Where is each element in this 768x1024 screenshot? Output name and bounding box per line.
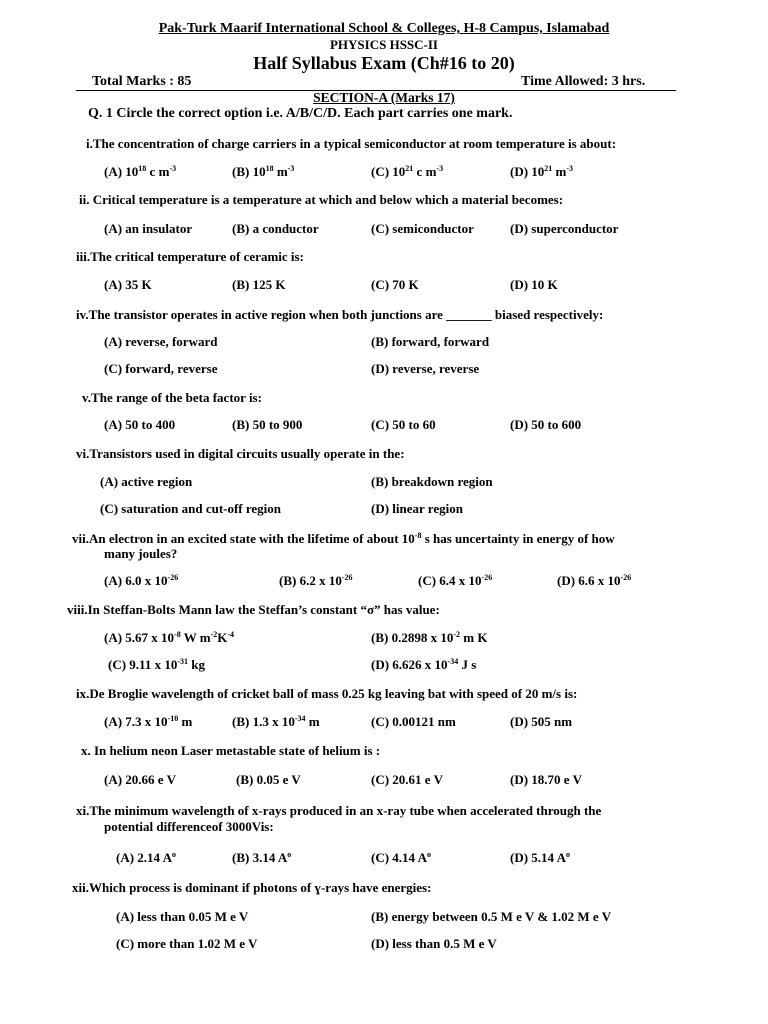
- question-text: The concentration of charge carriers in a typical semiconductor at room temperature is about:: [92, 136, 617, 151]
- option-d: (D) 6.626 x $10^{-34}$ J s: [371, 657, 477, 672]
- subject-title: PHYSICS HSSC-II: [329, 37, 438, 52]
- option-c: (C) semiconductor: [371, 221, 474, 236]
- option-b: (B) 125 K: [232, 277, 286, 292]
- option-a: (A) $10^{18}$ c $m^{-3}$: [104, 164, 177, 179]
- option-c: (C) 0.00121 nm: [371, 714, 456, 729]
- section-heading: SECTION-A (Marks 17): [313, 90, 455, 105]
- option-b: (B) a conductor: [232, 221, 319, 236]
- question-text: In Steffan-Bolts Mann law the Steffan’s constant “σ” has value:: [87, 602, 440, 617]
- question-number: ix.: [76, 686, 90, 701]
- option-a: (A) 50 to 400: [104, 417, 176, 432]
- option-a: (A) 20.66 e V: [104, 772, 176, 787]
- exam-title: Half Syllabus Exam (Ch#16 to 20): [253, 53, 515, 73]
- option-a: (A) an insulator: [104, 221, 193, 236]
- question-text: The minimum wavelength of x-rays produced in an x-ray tube when accelerated through the: [89, 803, 602, 818]
- option-a: (A) active region: [100, 474, 193, 489]
- option-d: (D) superconductor: [510, 221, 619, 236]
- question-number: ii.: [79, 192, 90, 207]
- question-5: [82, 390, 262, 406]
- question-11: [76, 803, 601, 819]
- question-number: vi.: [76, 446, 90, 461]
- question-number: i.: [86, 136, 93, 151]
- question-3: [76, 249, 304, 265]
- question-text: Which process is dominant if photons of ɣ-rays have energies:: [88, 880, 432, 895]
- question-text: De Broglie wavelength of cricket ball of mass 0.25 kg leaving bat with speed of 20 m/s is:: [89, 686, 578, 701]
- option-b: (B) breakdown region: [371, 474, 493, 489]
- option-c: (C) saturation and cut-off region: [100, 501, 282, 516]
- question-text: The transistor operates in active region when both junctions are _______ biased respectively:: [88, 307, 604, 322]
- time-allowed: Time Allowed: 3 hrs.: [521, 74, 646, 89]
- option-b: (B) 0.2898 x $10^{-2}$ m K: [371, 630, 488, 645]
- option-c: (C) 50 to 60: [371, 417, 436, 432]
- option-a: (A) less than 0.05 M e V: [116, 909, 249, 924]
- question-number: iv.: [76, 307, 89, 322]
- question-number: v.: [82, 390, 92, 405]
- question-10: [81, 743, 380, 759]
- question-2: [79, 192, 563, 208]
- option-c: (C) 9.11 x $10^{-31}$ kg: [108, 657, 205, 672]
- option-d: (D) 6.6 x $10^{-26}$: [557, 573, 632, 588]
- option-c: (C) 6.4 x $10^{-26}$: [418, 573, 493, 588]
- question-number: x.: [81, 743, 91, 758]
- option-a: (A) 2.14 $A^o$: [116, 850, 176, 865]
- option-b: (B) $10^{18}$ $m^{-3}$: [232, 164, 295, 179]
- option-d: (D) 10 K: [510, 277, 558, 292]
- question-7-line2: many joules?: [104, 546, 178, 561]
- question-number: iii.: [76, 249, 91, 264]
- question-text: The critical temperature of ceramic is:: [90, 249, 304, 264]
- question-12: [72, 880, 431, 896]
- option-d: (D) 5.14 $A^o$: [510, 850, 570, 865]
- question-6: [76, 446, 405, 462]
- question-number: xii.: [72, 880, 89, 895]
- question-number: viii.: [67, 602, 88, 617]
- question-text: Transistors used in digital circuits usually operate in the:: [89, 446, 405, 461]
- option-a: (A) 7.3 x $10^{-10}$ m: [104, 714, 193, 729]
- option-d: (D) 18.70 e V: [510, 772, 582, 787]
- option-d: (D) reverse, reverse: [371, 361, 480, 376]
- option-a: (A) reverse, forward: [104, 334, 218, 349]
- option-c: (C) more than 1.02 M e V: [116, 936, 258, 951]
- question-4: [76, 307, 603, 323]
- question-text: Critical temperature is a temperature at which and below which a material becomes:: [89, 192, 564, 207]
- question-text: In helium neon Laser metastable state of helium is :: [90, 743, 381, 758]
- option-b: (B) energy between 0.5 M e V & 1.02 M e V: [371, 909, 612, 924]
- option-b: (B) 0.05 e V: [236, 772, 301, 787]
- option-d: (D) 50 to 600: [510, 417, 582, 432]
- instruction: Q. 1 Circle the correct option i.e. A/B/C/D. Each part carries one mark.: [88, 106, 513, 121]
- question-8: [67, 602, 440, 618]
- option-b: (B) 50 to 900: [232, 417, 303, 432]
- option-b: (B) forward, forward: [371, 334, 490, 349]
- question-text: The range of the beta factor is:: [91, 390, 262, 405]
- option-c: (C) 4.14 $A^o$: [371, 850, 431, 865]
- question-7: vii.An electron in an excited state with the lifetime of about $10^{-8}$ s has uncertainty in energy of how: [72, 531, 615, 546]
- school-name: Pak-Turk Maarif International School & Colleges, H-8 Campus, Islamabad: [158, 21, 610, 36]
- question-11-line2: potential differenceof 3000Vis:: [104, 819, 274, 834]
- question-number: xi.: [76, 803, 90, 818]
- question-1: [86, 136, 616, 152]
- option-d: (D) linear region: [371, 501, 463, 516]
- option-a: (A) 6.0 x $10^{-26}$: [104, 573, 179, 588]
- option-a: (A) 5.67 x $10^{-8}$ W $m^{-2}K^{-4}$: [104, 630, 235, 645]
- option-c: (C) 70 K: [371, 277, 419, 292]
- option-c: (C) 20.61 e V: [371, 772, 443, 787]
- option-d: (D) $10^{21}$ $m^{-3}$: [510, 164, 574, 179]
- option-b: (B) 6.2 x $10^{-26}$: [279, 573, 353, 588]
- option-d: (D) less than 0.5 M e V: [371, 936, 497, 951]
- question-9: [76, 686, 577, 702]
- option-c: (C) $10^{21}$ c $m^{-3}$: [371, 164, 444, 179]
- option-d: (D) 505 nm: [510, 714, 573, 729]
- total-marks: Total Marks : 85: [92, 74, 192, 89]
- option-b: (B) 1.3 x $10^{-34}$ m: [232, 714, 320, 729]
- option-b: (B) 3.14 $A^o$: [232, 850, 292, 865]
- question-number: vii.: [72, 531, 89, 546]
- option-a: (A) 35 K: [104, 277, 152, 292]
- option-c: (C) forward, reverse: [104, 361, 218, 376]
